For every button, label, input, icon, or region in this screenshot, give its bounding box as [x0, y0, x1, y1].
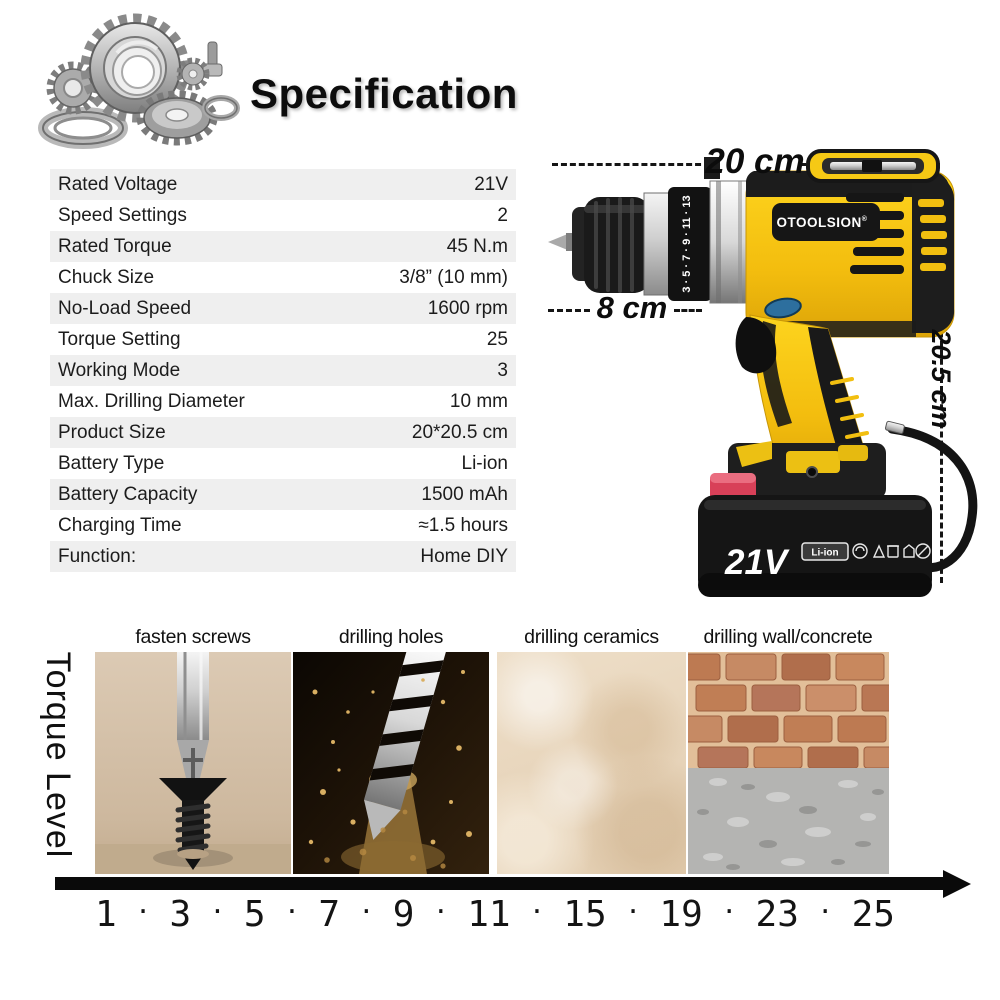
bolt-shaft [203, 42, 237, 118]
use-photo-fasten-screws [95, 652, 291, 874]
spec-value: 45 N.m [446, 235, 508, 257]
table-row [50, 448, 516, 479]
spec-label: Battery Type [58, 452, 165, 474]
torque-scale [95, 892, 895, 936]
table-row [50, 324, 516, 355]
scale-dot: · [817, 897, 834, 927]
spec-label: Rated Voltage [58, 173, 178, 195]
scale-value: 11 [467, 893, 511, 935]
scale-dot: · [135, 897, 151, 927]
table-row [50, 386, 516, 417]
spec-label: Torque Setting [58, 328, 181, 350]
spec-value: 25 [486, 328, 508, 350]
table-row [50, 355, 516, 386]
scale-value: 9 [392, 893, 415, 935]
scale-dot: · [432, 897, 449, 927]
page-title: Specification [250, 70, 518, 117]
spec-label: Max. Drilling Diameter [58, 390, 245, 412]
spec-label: Function: [58, 545, 137, 567]
table-row [50, 169, 516, 200]
spec-value: 2 [497, 204, 508, 226]
table-row [50, 293, 516, 324]
brand-text: OTOOLSION® [776, 215, 868, 230]
torque-collar [668, 187, 712, 301]
dim-label-width: 20 cm [705, 142, 805, 181]
spec-value: 1500 mAh [421, 483, 508, 505]
spec-value: 20*20.5 cm [411, 421, 508, 443]
scale-dot: · [625, 897, 641, 927]
spec-label: Battery Capacity [58, 483, 198, 505]
use-photo-drilling-holes [293, 652, 489, 874]
battery-voltage-label: 21V [725, 543, 788, 582]
spec-label: Rated Torque [58, 235, 172, 257]
battery-chem-badge [802, 543, 848, 560]
bearing-ring [43, 112, 123, 144]
table-row [50, 479, 516, 510]
gears-clipart [25, 8, 240, 156]
spec-value: 3/8” (10 mm) [399, 266, 508, 288]
table-row [50, 510, 516, 541]
axis-arrow-icon [943, 868, 975, 900]
chuck-ring [644, 193, 670, 295]
table-row [50, 231, 516, 262]
dim-label-height: 20.5 cm [926, 329, 956, 429]
scale-value: 1 [95, 893, 117, 935]
scale-value: 7 [318, 893, 340, 935]
spec-value: ≈1.5 hours [418, 514, 508, 536]
use-caption: drilling wall/concrete [703, 626, 873, 648]
table-row [50, 200, 516, 231]
table-row [50, 417, 516, 448]
scale-value: 19 [659, 893, 703, 935]
spec-label: Working Mode [58, 359, 181, 381]
use-photo-drilling-ceramics [497, 652, 686, 874]
scale-value: 23 [755, 893, 799, 935]
spec-label: No-Load Speed [58, 297, 192, 319]
use-caption: drilling ceramics [524, 626, 659, 648]
scale-value: 15 [563, 893, 607, 935]
spec-value: 1600 rpm [427, 297, 508, 319]
table-row [50, 262, 516, 293]
spec-value: 10 mm [449, 390, 508, 412]
spec-label: Charging Time [58, 514, 182, 536]
collar-scale-numbers: 3 · 5 · 7 · 9 · 11 · 13 [681, 195, 693, 293]
scale-dot: · [358, 897, 375, 927]
tilted-gear [141, 95, 213, 141]
spec-label: Product Size [58, 421, 166, 443]
tiny-gear [180, 61, 206, 87]
battery-chem-label: Li-ion [811, 547, 839, 559]
brand-badge [772, 203, 880, 241]
spec-value: Home DIY [420, 545, 508, 567]
scale-dot: · [721, 897, 737, 927]
scale-dot: · [209, 897, 226, 927]
spec-label: Speed Settings [58, 204, 187, 226]
use-caption: drilling holes [338, 626, 444, 648]
torque-axis-bar [55, 877, 945, 890]
spec-value: 21V [474, 173, 508, 195]
scale-value: 3 [169, 893, 192, 935]
chuck [572, 197, 650, 293]
scale-dot: · [284, 897, 300, 927]
use-caption: fasten screws [135, 626, 251, 648]
spec-value: Li-ion [461, 452, 508, 474]
table-row [50, 541, 516, 572]
battery-pack [698, 495, 932, 597]
spec-table [50, 169, 516, 572]
dim-label-head: 8 cm [596, 290, 668, 325]
spec-label: Chuck Size [58, 266, 155, 288]
scale-dot: · [529, 897, 545, 927]
scale-value: 25 [851, 893, 895, 935]
use-photo-drilling-wall-concrete [688, 652, 889, 874]
torque-axis-title: Torque Level [39, 651, 77, 859]
scale-value: 5 [243, 893, 266, 935]
spec-value: 3 [497, 359, 508, 381]
bit-holder [808, 151, 938, 181]
